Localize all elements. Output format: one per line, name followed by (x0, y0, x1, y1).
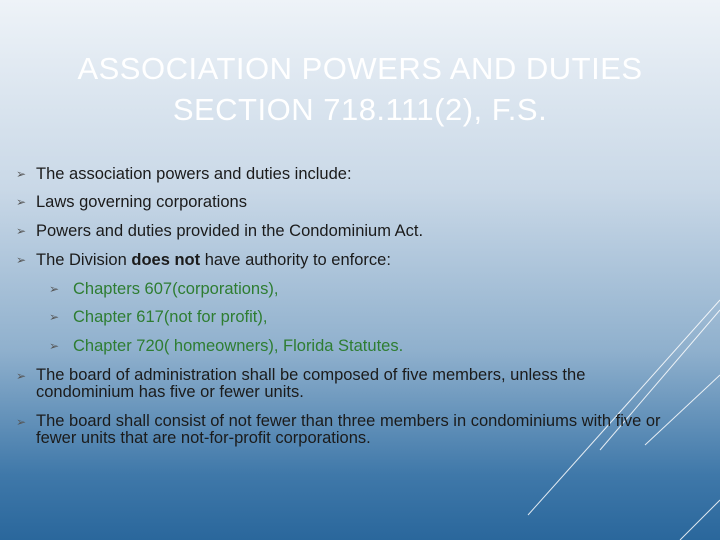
title-line-2: SECTION 718.111(2), F.S. (172, 92, 548, 127)
arrow-circle-icon: ➢ (16, 369, 27, 383)
bullet-item (16, 222, 676, 240)
title-line-1: ASSOCIATION POWERS AND DUTIES (77, 51, 643, 86)
sub-bullet-item (49, 337, 673, 355)
bullet-text (36, 251, 676, 269)
bullet-item (16, 366, 676, 401)
bullet-item (16, 412, 701, 447)
bullet-text-pre: The Division (36, 251, 132, 269)
bullet-text-post: have authority to enforce: (200, 251, 391, 269)
sub-bullet-text: Chapters 607(corporations), (73, 280, 279, 298)
bullet-item (16, 165, 676, 183)
bullet-text: The association powers and duties include: (36, 165, 352, 183)
bullet-item (16, 193, 676, 211)
arrow-circle-icon: ➢ (49, 282, 60, 296)
bullet-item (16, 251, 676, 269)
arrow-circle-icon: ➢ (49, 339, 60, 353)
arrow-circle-icon: ➢ (49, 310, 60, 324)
bullet-text: The board shall consist of not fewer than three members in condominiums with five or fewer units that are not-for-profit corporations. (36, 412, 661, 447)
arrow-circle-icon: ➢ (16, 167, 27, 181)
arrow-circle-icon: ➢ (16, 415, 27, 429)
bullet-text: Laws governing corporations (36, 193, 247, 211)
arrow-circle-icon: ➢ (16, 253, 27, 267)
arrow-circle-icon: ➢ (16, 224, 27, 238)
sub-bullet-item (49, 280, 673, 298)
bullet-text: The board of administration shall be composed of five members, unless the condominium has five or fewer units. (36, 366, 586, 401)
sub-bullet-text: Chapter 617(not for profit), (73, 308, 268, 326)
sub-bullet-text: Chapter 720( homeowners), Florida Statutes. (73, 337, 404, 355)
sub-bullet-item (49, 308, 673, 326)
bullet-text-emphasis: does not (131, 251, 201, 269)
arrow-circle-icon: ➢ (16, 195, 27, 209)
bullet-text: Powers and duties provided in the Condominium Act. (36, 222, 424, 240)
